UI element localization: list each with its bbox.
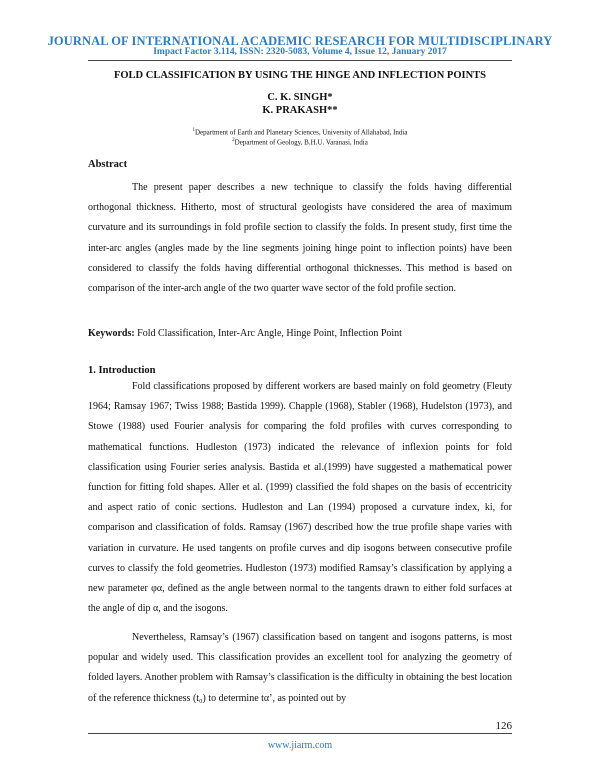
keywords-text: Fold Classification, Inter-Arc Angle, Hinge Point, Inflection Point: [137, 328, 402, 339]
affiliation-1-mark: 1: [192, 128, 196, 133]
keywords-label: Keywords:: [88, 328, 135, 339]
introduction-paragraph-1: Fold classifications proposed by different workers are based mainly on fold geometry (Fleuty 1964; Ramsay 1967; Twiss 1988; Bastida 1999). Chapple (1968), Stabler (1968), Hudelston (1973), and Stowe (1988) used Fourier analysis for comparing the fold profiles with curves corresponding to mathematical functions. Hudleston (1973) indicated the relevance of inflexion points for fold classification using Fourier series analysis. Bastida et al.(1999) have suggested a mathematical power function for fitting fold shapes. Aller et al. (1999) classified the fold shapes on the basis of eccentricity and aspect ratio of conic sections. Hudleston and Lan (1994) proposed a curvature index, ki, for comparison and classification of folds. Ramsay (1967) described how the true profile shape varies with variation in curvature. He used tangents on profile curves and dip isogons between consecutive profile curves to classify the fold geometries. Hudleston (1973) modified Ramsay’s classification by applying a new parameter φα, defined as the angle between normal to the tangents drawn to either fold surfaces at the angle of dip α, and the isogons.: [88, 381, 512, 615]
affiliation-2: [0, 138, 600, 146]
abstract-body: The present paper describes a new technique to classify the folds having differential orthogonal thickness. Hitherto, most of structural geologists have considered the area of maximum curvature and its surroundings in fold profile section to classify the folds. In present study, first time the inter-arc angles (angles made by the line segments joining hinge point to inflection points) have been considered to classify the folds having differential orthogonal thicknesses. This method is based on comparison of the inter-arch angle of the two quarter wave sector of the fold profile section.: [88, 182, 512, 295]
keywords-line: [88, 328, 512, 339]
paper-title: FOLD CLASSIFICATION BY USING THE HINGE AND INFLECTION POINTS: [113, 70, 487, 81]
author-2: K. PRAKASH**: [262, 105, 338, 116]
introduction-paragraph-2: Nevertheless, Ramsay’s (1967) classification based on tangent and isogons patterns, is most popular and widely used. This classification provides an excellent tool for analyzing the geometry of folded layers. Another problem with Ramsay’s classification is the difficulty in obtaining the best location of the reference thickness (t₀) to determine tα’, as pointed out by: [88, 632, 512, 704]
affiliation-2-mark: 2: [232, 138, 235, 143]
header-divider: [88, 60, 512, 61]
affiliation-1: [0, 128, 600, 136]
abstract-heading: Abstract: [88, 159, 128, 170]
footer-website-link[interactable]: www.jiarm.com: [267, 740, 333, 751]
affiliation-2-text: Department of Geology, B.H.U. Varanasi, India: [234, 138, 368, 147]
footer-divider: [88, 733, 512, 734]
affiliation-1-text: Department of Earth and Planetary Sciences, University of Allahabad, India: [195, 128, 408, 137]
journal-title: JOURNAL OF INTERNATIONAL ACADEMIC RESEARCH FOR MULTIDISCIPLINARY: [47, 34, 553, 48]
journal-subtitle: Impact Factor 3.114, ISSN: 2320-5083, Volume 4, Issue 12, January 2017: [153, 47, 447, 57]
page-number: 126: [495, 720, 512, 732]
author-1: C. K. SINGH*: [267, 92, 333, 103]
introduction-heading: 1. Introduction: [88, 365, 156, 376]
